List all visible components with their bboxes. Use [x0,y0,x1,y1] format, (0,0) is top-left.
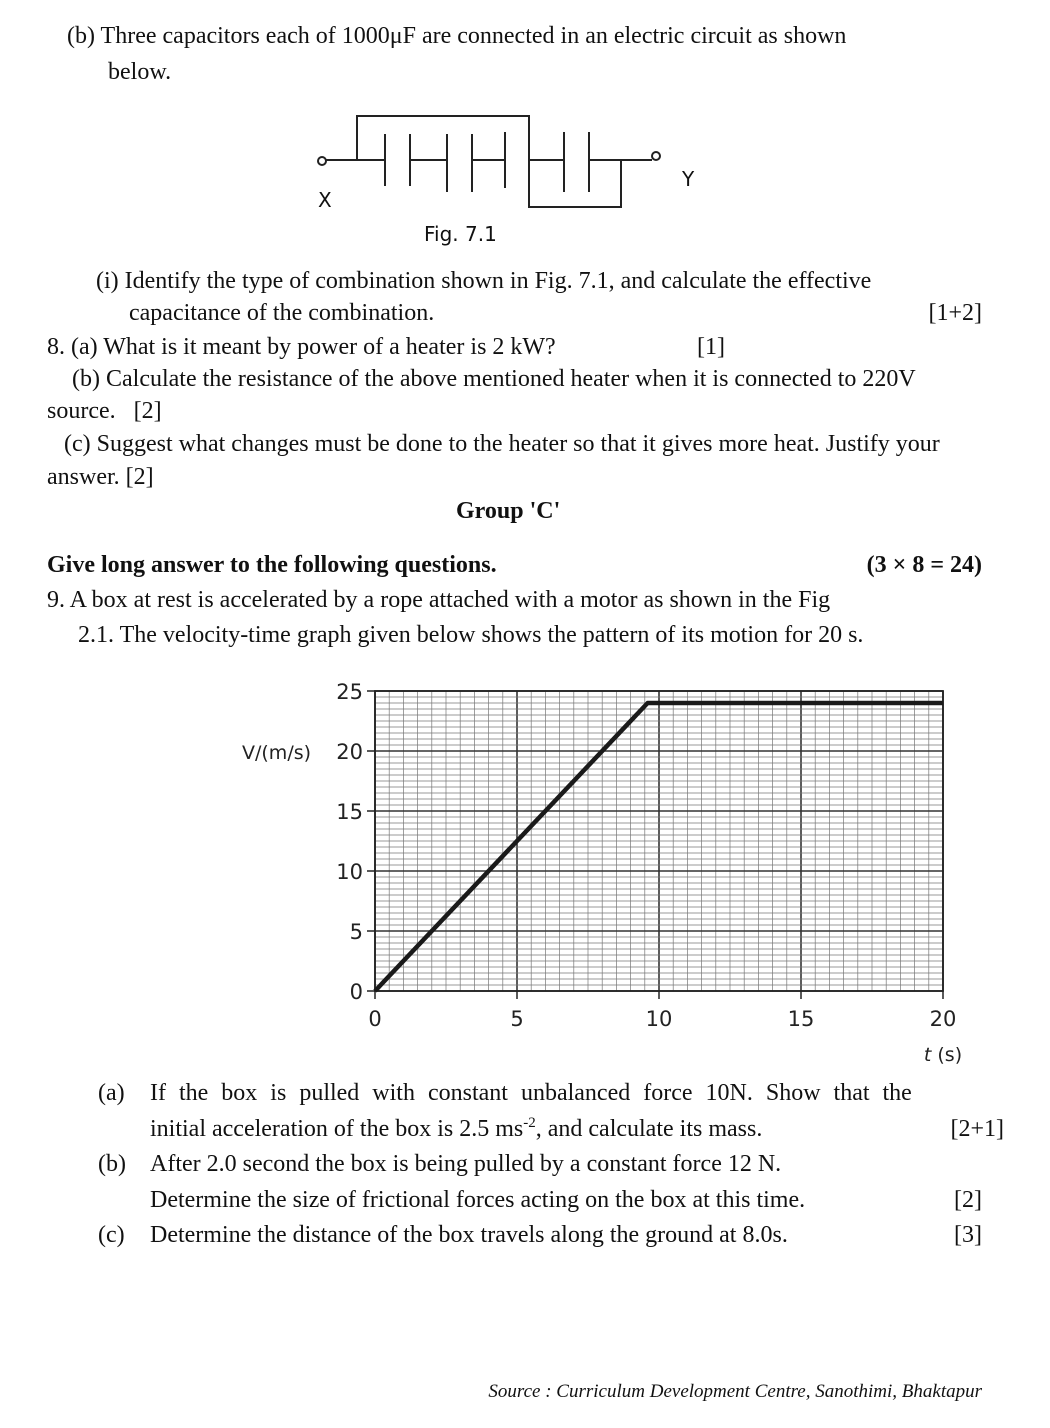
y-tick-label: 20 [336,740,363,764]
q8b-line-2: source. [2] [47,398,162,424]
x-tick-label: 15 [787,1007,815,1031]
q9a-marks: [2+1] [950,1116,1004,1142]
y-tick-label: 0 [349,980,363,1004]
x-tick-label: 0 [368,1007,382,1031]
q9a-line-2: initial acceleration of the box is 2.5 $ms^{-2}$, and calculate its mass. [150,1115,763,1142]
q8a-marks: [1] [697,334,725,360]
q9-line-1: 9. A box at rest is accelerated by a rope attached with a motor as shown in the Fig [47,587,831,613]
x-tick-label: 10 [645,1007,673,1031]
q7b-line-1: (b) Three capacitors each of 1000μF are connected in an electric circuit as shown [67,23,847,49]
terminal-y-label: Y [682,167,695,191]
q9c-line-1: Determine the distance of the box travels along the ground at 8.0s. [150,1222,788,1248]
q9a-label: (a) [98,1080,125,1106]
source-credit: Source : Curriculum Development Centre, Sanothimi, Bhaktapur [488,1381,982,1402]
y-tick-label: 10 [336,860,363,884]
group-c-heading: Group 'C' [456,498,561,524]
group-c-marks: (3 × 8 = 24) [866,552,982,578]
q7bi-line-2: capacitance of the combination. [129,300,435,326]
q7b-line-2: below. [108,59,172,85]
q9b-line-2: Determine the size of frictional forces acting on the box at this time. [150,1187,806,1213]
q7bi-line-1: (i) Identify the type of combination shown in Fig. 7.1, and calculate the effective [96,268,872,294]
q8b-line-1: (b) Calculate the resistance of the above mentioned heater when it is connected to 220V [72,366,916,392]
q9-line-2: 2.1. The velocity-time graph given below shows the pattern of its motion for 20 s. [78,622,864,648]
q9c-label: (c) [98,1222,125,1248]
x-tick-label: 5 [510,1007,524,1031]
y-tick-label: 15 [336,800,363,824]
y-tick-label: 25 [336,680,363,704]
x-axis-label: t (s) [923,1044,963,1066]
terminal-x-label: X [318,188,332,212]
group-c-instruction: Give long answer to the following questions. [47,552,497,578]
chart-grid [375,691,943,991]
q8a-text: 8. (a) What is it meant by power of a heater is 2 kW? [47,334,556,360]
q9b-label: (b) [98,1151,126,1177]
q8c-line-1: (c) Suggest what changes must be done to the heater so that it gives more heat. Justify your [64,431,940,457]
q8c-line-2: answer. [2] [47,464,154,490]
q7bi-marks: [1+2] [928,300,982,326]
q9c-marks: [3] [954,1222,982,1248]
q9b-marks: [2] [954,1187,982,1213]
y-axis-label: V/(m/s) [242,742,312,764]
q9b-line-1: After 2.0 second the box is being pulled by a constant force 12 N. [150,1151,782,1177]
figure-caption: Fig. 7.1 [424,222,497,246]
y-tick-label: 5 [349,920,363,944]
x-tick-label: 20 [929,1007,957,1031]
q9a-line-1: If the box is pulled with constant unbalanced force 10N. Show that the [150,1080,912,1106]
